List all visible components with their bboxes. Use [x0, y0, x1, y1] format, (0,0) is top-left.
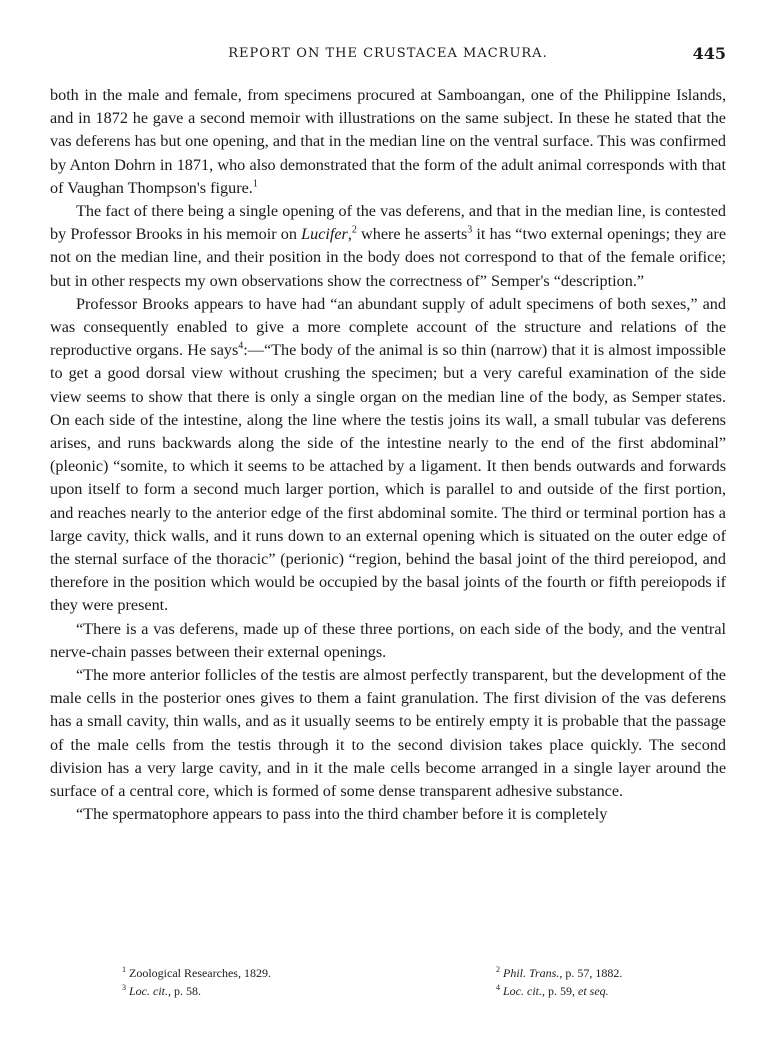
text-run: “There is a vas deferens, made up of these three portions, on each side of the body, and the ventral nerve-chain passes between their external openings. [50, 619, 726, 661]
footnote-number: 1 [122, 965, 126, 974]
paragraph [50, 664, 726, 803]
text-run: “The spermatophore appears to pass into the third chamber before it is completely [76, 805, 608, 824]
text-run: Professor Brooks appears to have had “an abundant supply of adult specimens of both sexes,” and was consequently enabled to give a more complete account of the structure and relations of the reproductive organs. He says [50, 294, 726, 360]
paragraph [50, 803, 726, 826]
paragraph [50, 84, 726, 200]
footnote-ref: 2 [351, 224, 357, 236]
running-header [50, 44, 726, 68]
italic-text: Phil. Trans. [503, 966, 560, 980]
footnote-4 [496, 982, 609, 1000]
text-run: both in the male and female, from specimens procured at Samboangan, one of the Philippine Islands, and in 1872 he gave a second memoir with illustrations on the same subject. In these he stated that the vas deferens has but one opening, and that in the median line on the ventral surface. This was confirmed by Anton Dohrn in 1871, who also demonstrated that the form of the adult animal corresponds with that of Vaughan Thompson's figure. [50, 86, 726, 197]
footnote-ref: 1 [252, 178, 258, 190]
text-run: Zoological Researches, 1829. [129, 966, 271, 980]
footnote-2 [496, 964, 622, 982]
italic-text: Lucifer [301, 225, 348, 244]
footnote-number: 2 [496, 965, 500, 974]
text-run: “The more anterior follicles of the testis are almost perfectly transparent, but the development of the male cells in the posterior ones gives to them a faint granulation. The first division of the vas deferens has a small cavity, thin walls, and as it usually seems to be entirely empty it is probable that the passage of the male cells from the testis through it to the second division takes place quickly. The second division has a very large cavity, and in it the male cells become arranged in a single layer around the surface of a central core, which is formed of some dense transparent adhesive substance. [50, 666, 726, 801]
footnote-ref: 3 [467, 224, 473, 236]
text-run: , p. 58. [168, 984, 201, 998]
text-run: where he asserts [356, 225, 468, 244]
italic-text: Loc. cit. [129, 984, 168, 998]
running-title: REPORT ON THE CRUSTACEA MACRURA. [228, 46, 548, 61]
text-run: :—“The body of the animal is so thin (narrow) that it is almost impossible to get a good dorsal view without crushing the specimen; but a very careful examination of the side view seems to show that there is only a single organ on the median line of the body, as Semper states. On each side of the intestine, along the line where the testis joins its wall, a small tubular vas deferens arises, and runs backwards along the side of the intestine nearly to the end of the first abdominal” (pleonic) “somite, to which it seems to be attached by a ligament. It then bends outwards and forwards upon itself to form a second much larger portion, which is parallel to and outside of the first portion, and reaches nearly to the anterior edge of the first abdominal somite. The third or terminal portion has a large cavity, thick walls, and it runs down to an external opening which is situated on the outer edge of the sternal surface of the thoracic” (perionic) “region, behind the basal joint of the third pereiopod, and therefore in the position which would be occupied by the basal joints of the fourth or fifth pereiopods if they were present. [50, 341, 726, 615]
text-run: , p. 59, [542, 984, 578, 998]
footnote-ref: 4 [238, 340, 244, 352]
body-text [50, 84, 726, 827]
italic-text: Loc. cit. [503, 984, 542, 998]
page-number: 445 [692, 44, 726, 63]
text-run: , p. 57, 1882. [559, 966, 623, 980]
paragraph [50, 293, 726, 618]
footnote-number: 3 [122, 983, 126, 992]
footnote-number: 4 [496, 983, 500, 992]
text-run: The fact of there being a single opening of the vas deferens, and that in the median line, is contested by Professor Brooks in his memoir on [50, 202, 726, 244]
italic-text: et seq. [578, 984, 609, 998]
footnote-1 [122, 964, 271, 982]
text-run: , [347, 225, 352, 244]
text-run: it has “two external openings; they are not on the median line, and their position in the body does not correspond to that of the female orifice; but in other respects my own observations show the correctness of” Semper's “description.” [50, 225, 726, 290]
footnote-3 [122, 982, 201, 1000]
paragraph [50, 200, 726, 293]
paragraph [50, 618, 726, 664]
